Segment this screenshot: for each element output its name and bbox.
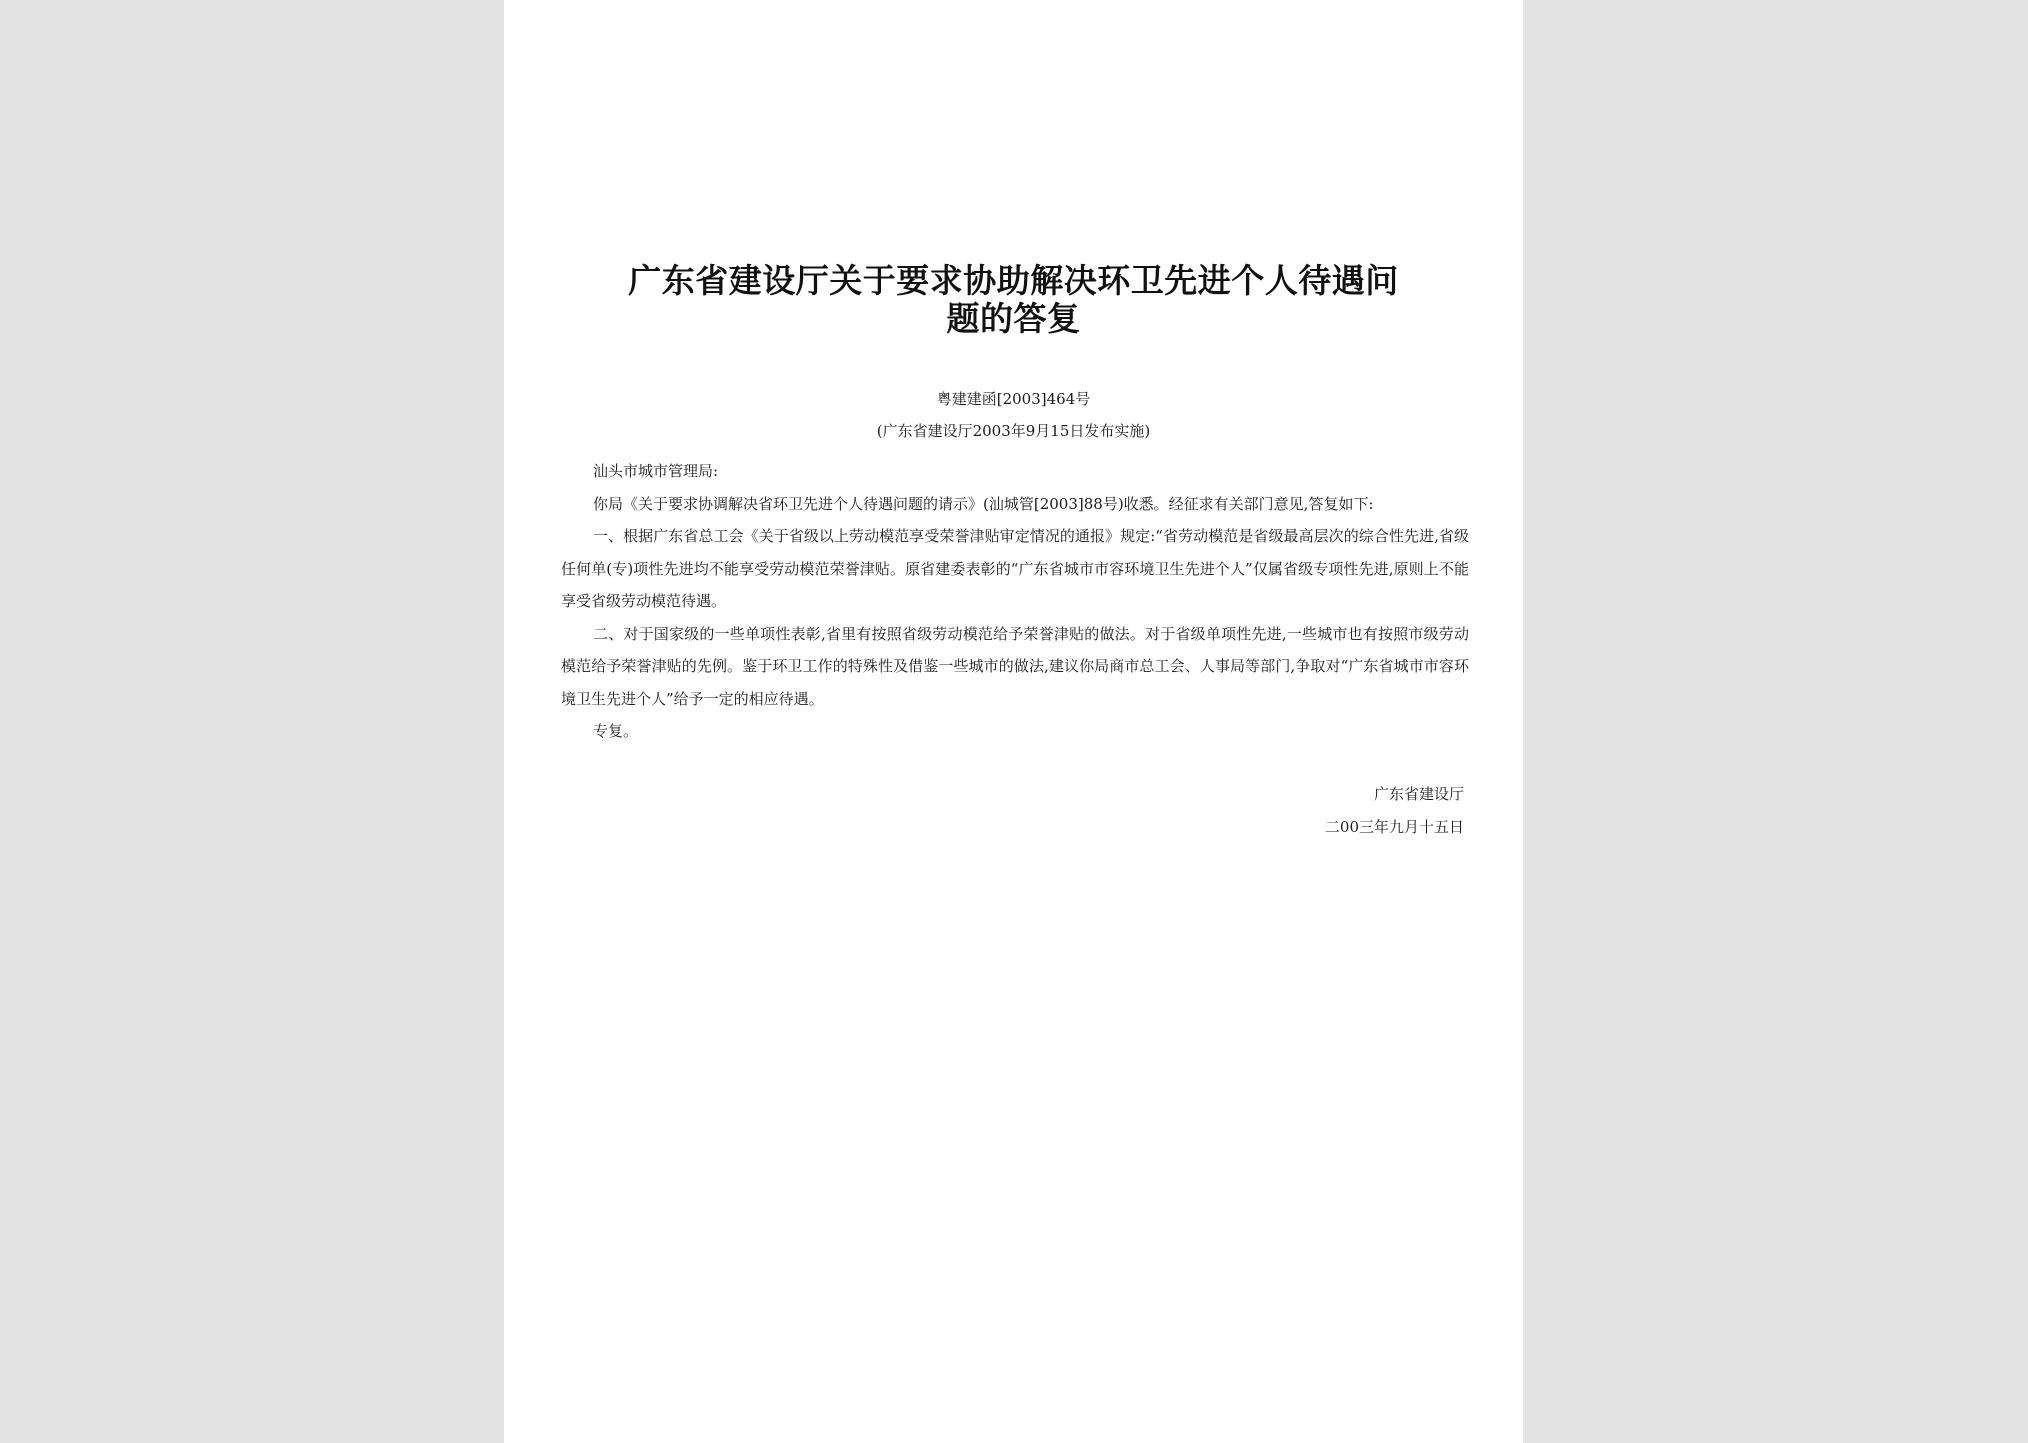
- paragraph-one: 一、根据广东省总工会《关于省级以上劳动模范享受荣誉津贴审定情况的通报》规定:“省劳动模范是省级最高层次的综合性先进,省级任何单(专)项性先进均不能享受劳动模范荣誉津贴。原省建委表彰的“广东省城市市容环境卫生先进个人”仅属省级专项性先进,原则上不能享受省级劳动模范待遇。: [561, 527, 1469, 610]
- signature-organization: 广东省建设厅: [1373, 785, 1464, 803]
- issuance-note: (广东省建设厅2003年9月15日发布实施): [876, 422, 1151, 440]
- intro-paragraph: 你局《关于要求协调解决省环卫先进个人待遇问题的请示》(汕城管[2003]88号)收悉。经征求有关部门意见,答复如下:: [593, 494, 1374, 513]
- title-line-2: 题的答复: [946, 299, 1081, 338]
- signature-date: 二00三年九月十五日: [1324, 818, 1464, 836]
- paragraph-two: 二、对于国家级的一些单项性表彰,省里有按照省级劳动模范给予荣誉津贴的做法。对于省级单项性先进,一些城市也有按照市级劳动模范给予荣誉津贴的先例。鉴于环卫工作的特殊性及借鉴一些城市的做法,建议你局商市总工会、人事局等部门,争取对“广东省城市市容环境卫生先进个人”给予一定的相应待遇。: [561, 624, 1469, 708]
- title-line-1: 广东省建设厅关于要求协助解决环卫先进个人待遇问: [628, 261, 1399, 300]
- document-body: [561, 455, 1469, 748]
- document-page: [504, 0, 1523, 1443]
- closing-line: 专复。: [593, 722, 639, 740]
- addressee: 汕头市城市管理局:: [593, 462, 719, 480]
- document-number: 粤建建函[2003]464号: [936, 390, 1091, 408]
- document-title: [504, 262, 1523, 338]
